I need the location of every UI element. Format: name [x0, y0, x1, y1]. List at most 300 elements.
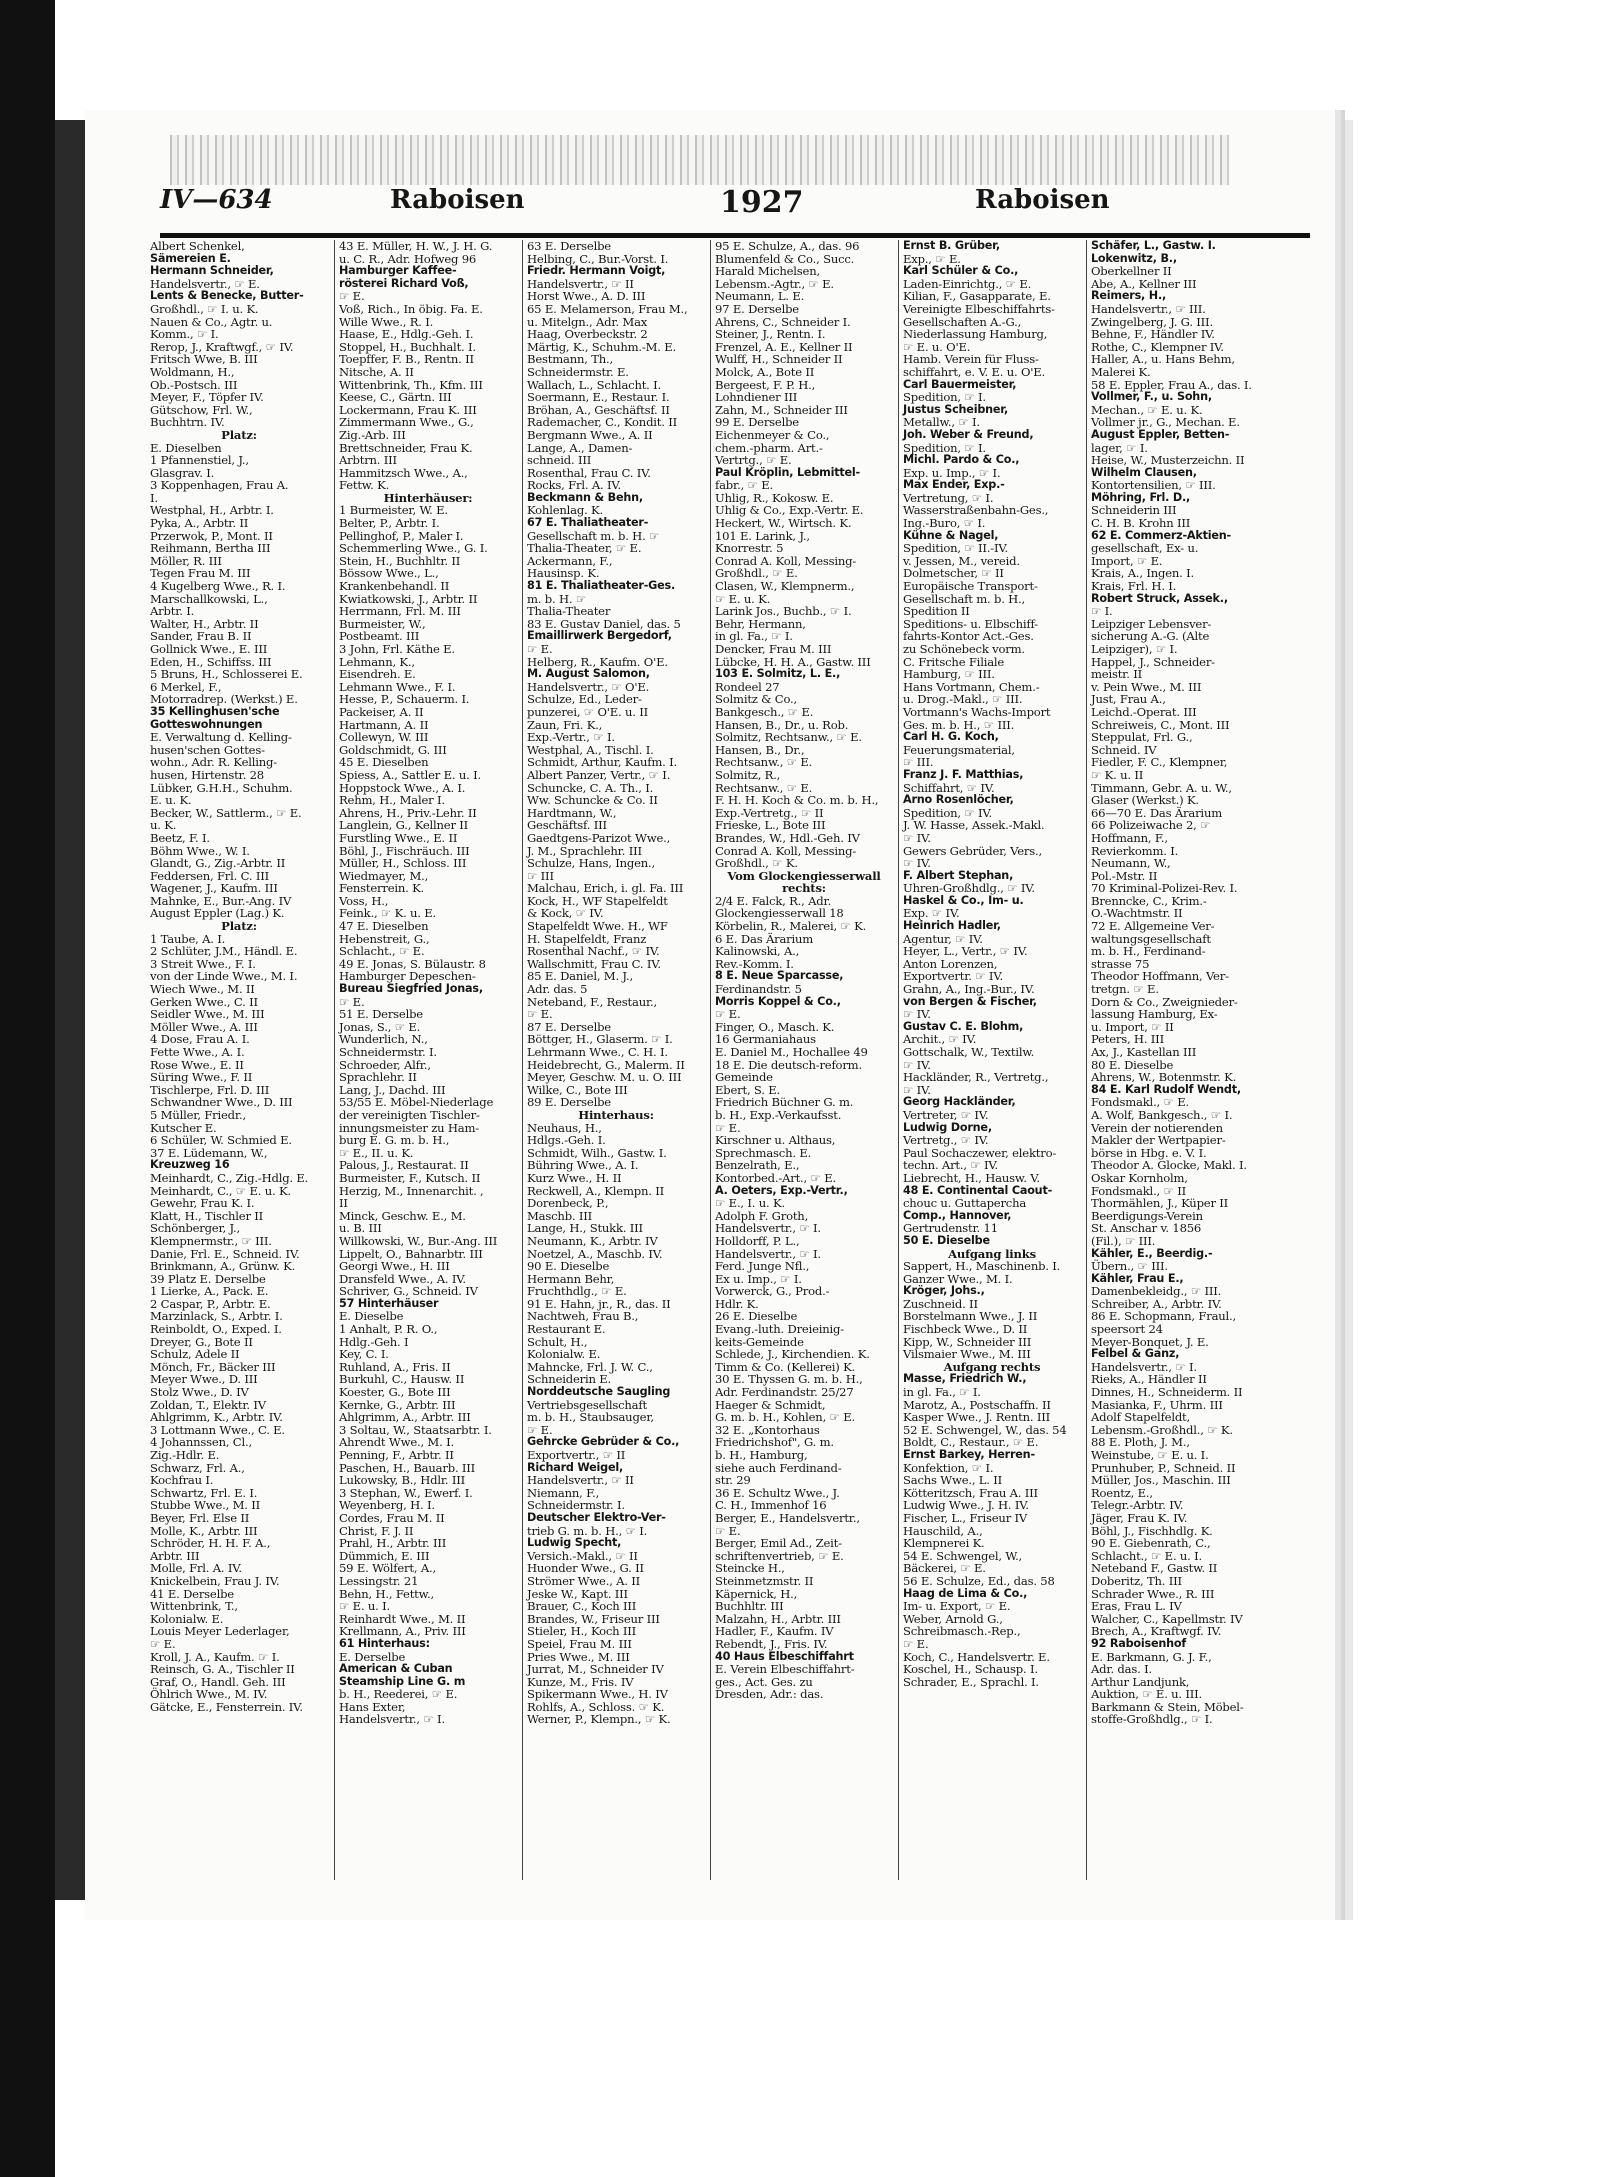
directory-entry: Steiner, J., Rentn. I. — [715, 327, 826, 342]
directory-entry: Belter, P., Arbtr. I. — [339, 516, 440, 531]
directory-entry: 99 E. Derselbe — [715, 415, 799, 430]
directory-entry: Käpernick, H., — [715, 1586, 798, 1601]
directory-entry: Bergmann Wwe., A. II — [527, 427, 653, 442]
directory-entry: Ahlgrimm, K., Arbtr. IV. — [150, 1410, 283, 1425]
directory-entry: 103 E. Solmitz, L. E., — [715, 667, 841, 681]
directory-entry: Beerdigungs-Verein — [1091, 1208, 1203, 1223]
directory-entry: 52 E. Schwengel, W., das. 54 — [903, 1422, 1067, 1437]
section-heading: Vom Glockengiesserwall — [727, 868, 881, 883]
directory-entry: ☞ E. — [527, 642, 553, 656]
directory-entry: Peters, H. III — [1091, 1032, 1164, 1047]
directory-entry: b. H., Exp.-Verkaufsst. — [715, 1107, 842, 1122]
directory-entry: Schröder, H. H. F. A., — [150, 1536, 271, 1551]
directory-entry: ges., Act. Ges. zu — [715, 1674, 813, 1689]
directory-entry: Kalinowski, A., — [715, 944, 800, 959]
directory-entry: Gemeinde — [715, 1070, 773, 1085]
directory-entry: techn. Art., ☞ IV. — [903, 1158, 999, 1173]
directory-entry: Stieler, H., Koch III — [527, 1624, 637, 1639]
directory-entry: Mahnke, E., Bur.-Ang. IV — [150, 893, 292, 908]
directory-entry: Dransfeld Wwe., A. IV. — [339, 1271, 466, 1286]
directory-entry: 81 E. Thaliatheater-Ges. — [527, 579, 676, 593]
directory-entry: Meyer, Geschw. M. u. O. III — [527, 1070, 682, 1085]
directory-entry: ☞ E., II. u. K. — [339, 1145, 414, 1160]
directory-entry: 87 E. Derselbe — [527, 1019, 611, 1034]
directory-entry: Kreuzweg 16 — [150, 1158, 230, 1172]
directory-entry: 2/4 E. Falck, R., Adr. — [715, 893, 832, 908]
directory-entry: Klempnerei K. — [903, 1536, 985, 1551]
directory-entry: Zig.-Hdlr. E. — [150, 1448, 220, 1462]
directory-entry: Friedrichshof", G. m. — [715, 1435, 834, 1450]
directory-entry: von Bergen & Fischer, — [903, 994, 1037, 1008]
directory-entry: Verein der notierenden — [1091, 1120, 1223, 1135]
directory-entry: Schreiber, A., Arbtr. IV. — [1091, 1296, 1222, 1311]
directory-entry: Spedition, ☞ I. — [903, 440, 986, 455]
directory-entry: Mechan., ☞ E. u. K. — [1091, 402, 1203, 417]
directory-entry: ☞ IV. — [903, 1007, 931, 1022]
directory-entry: Michl. Pardo & Co., — [903, 453, 1020, 467]
directory-entry: Spikermann Wwe., H. IV — [527, 1687, 668, 1702]
directory-entry: Pol.-Mstr. II — [1091, 868, 1158, 883]
directory-entry: Schwarz, Frl. A., — [150, 1460, 245, 1475]
directory-entry: Neuhaus, H., — [527, 1120, 602, 1135]
directory-entry: Feddersen, Frl. C. III — [150, 868, 269, 883]
directory-entry: Grahn, A., Ing.-Bur., IV. — [903, 982, 1035, 997]
directory-entry: m. b. H., Ferdinand- — [1091, 944, 1206, 959]
directory-entry: Wille Wwe., R. I. — [339, 314, 434, 329]
directory-entry: Arbtr. III — [150, 1548, 200, 1563]
directory-entry: Märtig, K., Schuhm.-M. E. — [527, 339, 677, 354]
directory-entry: Solmitz, R., — [715, 767, 781, 782]
directory-entry: 72 E. Allgemeine Ver- — [1091, 919, 1215, 934]
directory-entry: Laden-Einrichtg., ☞ E. — [903, 276, 1032, 291]
directory-entry: 61 Hinterhaus: — [339, 1636, 430, 1650]
directory-entry: Dencker, Frau M. III — [715, 642, 832, 656]
directory-entry: börse in Hbg. e. V. I. — [1091, 1145, 1207, 1160]
directory-entry: Oskar Kornholm, — [1091, 1170, 1188, 1185]
directory-entry: Kirschner u. Althaus, — [715, 1133, 836, 1148]
directory-entry: Conrad A. Koll, Messing- — [715, 553, 857, 568]
directory-entry: Hdlr. K. — [715, 1296, 759, 1311]
directory-entry: Wasserstraßenbahn-Ges., — [903, 503, 1049, 518]
directory-column — [898, 240, 1081, 1880]
directory-entry: 6 E. Das Ärarium — [715, 931, 814, 946]
directory-entry: 90 E. Giebenrath, C., — [1091, 1536, 1211, 1551]
directory-entry: 6 Merkel, F., — [150, 679, 222, 694]
directory-entry: A. Wolf, Bankgesch., ☞ I. — [1091, 1107, 1233, 1122]
directory-entry: 5 Bruns, H., Schlosserei E. — [150, 667, 303, 682]
directory-entry: 90 E. Dieselbe — [527, 1259, 610, 1274]
directory-entry: 18 E. Die deutsch-reform. — [715, 1057, 862, 1072]
directory-entry: Geschäftsf. III — [527, 818, 607, 833]
directory-entry: Arbtrn. III — [339, 453, 397, 468]
directory-entry: Kötteritzsch, Frau A. III — [903, 1485, 1038, 1500]
directory-entry: Gertrudenstr. 11 — [903, 1221, 998, 1236]
directory-entry: Frieske, L., Bote III — [715, 818, 826, 833]
directory-entry: Heise, W., Musterzeichn. II — [1091, 453, 1245, 468]
directory-entry: Marotz, A., Postschaffn. II — [903, 1397, 1051, 1412]
directory-entry: Reckwell, A., Klempn. II — [527, 1183, 664, 1198]
scan-noise-band — [170, 135, 1230, 185]
directory-entry: Rieks, A., Händler II — [1091, 1372, 1207, 1387]
directory-entry: Gehrcke Gebrüder & Co., — [527, 1435, 680, 1449]
directory-entry: chem.-pharm. Art.- — [715, 440, 823, 455]
directory-entry: A. Oeters, Exp.-Vertr., — [715, 1183, 848, 1197]
directory-entry: ☞ E. u. O'E. — [903, 339, 971, 354]
directory-entry: Buchhtrn. IV. — [150, 415, 225, 430]
directory-entry: Dinnes, H., Schneiderm. II — [1091, 1385, 1243, 1400]
directory-entry: Borstelmann Wwe., J. II — [903, 1309, 1038, 1324]
directory-entry: Kasper Wwe., J. Rentn. III — [903, 1410, 1051, 1425]
directory-entry: Adr. das. I. — [1091, 1662, 1152, 1677]
directory-entry: Mahncke, Frl. J. W. C., — [527, 1359, 653, 1374]
directory-entry: Glandt, G., Zig.-Arbtr. II — [150, 856, 286, 871]
directory-entry: Tegen Frau M. III — [150, 566, 251, 581]
directory-entry: Timmann, Gebr. A. u. W., — [1091, 780, 1232, 795]
directory-entry: Zahn, M., Schneider III — [715, 402, 848, 417]
directory-entry: Schneidermstr. E. — [527, 364, 629, 379]
directory-entry: Handelsvertr., ☞ I. — [715, 1246, 821, 1261]
directory-entry: Emaillirwerk Bergedorf, — [527, 629, 672, 643]
directory-entry: Böhm Wwe., W. I. — [150, 843, 250, 858]
directory-entry: Koester, G., Bote III — [339, 1385, 451, 1400]
directory-entry: Vertriebsgesellschaft — [527, 1397, 647, 1412]
directory-entry: Lokenwitz, B., — [1091, 251, 1177, 265]
directory-entry: 56 E. Schulze, Ed., das. 58 — [903, 1573, 1055, 1588]
directory-entry: Hamb. Verein für Fluss- — [903, 352, 1039, 367]
directory-entry: Ahrens, H., Priv.-Lehr. II — [339, 805, 477, 820]
directory-entry: schriftenvertrieb, ☞ E. — [715, 1548, 844, 1563]
directory-entry: Lessingstr. 21 — [339, 1573, 419, 1588]
directory-entry: Burmeister, W., — [339, 616, 426, 631]
directory-entry: ☞ E. — [715, 1120, 741, 1135]
directory-entry: 57 Hinterhäuser — [339, 1296, 439, 1310]
directory-entry: Beckmann & Behn, — [527, 490, 643, 504]
directory-entry: Beetz, F. I. — [150, 830, 210, 845]
directory-entry: stoffe-Großhdlg., ☞ I. — [1091, 1712, 1213, 1727]
directory-entry: Herrmann, Frl. M. III — [339, 604, 461, 619]
directory-entry: Meyer Wwe., D. III — [150, 1372, 258, 1387]
directory-entry: Vilsmaier Wwe., M. III — [903, 1347, 1031, 1362]
directory-entry: Ferdinandstr. 5 — [715, 982, 802, 997]
street-title-left: Raboisen — [390, 185, 525, 215]
directory-entry: 3 Lottmann Wwe., C. E. — [150, 1422, 285, 1437]
directory-entry: Hebenstreit, G., — [339, 931, 430, 946]
directory-entry: Bureau Siegfried Jonas, — [339, 982, 483, 996]
directory-entry: chouc u. Guttapercha — [903, 1196, 1027, 1211]
directory-entry: 3 Stephan, W., Ewerf. I. — [339, 1485, 473, 1500]
directory-entry: 80 E. Dieselbe — [1091, 1057, 1174, 1072]
directory-entry: Im- u. Export, ☞ E. — [903, 1599, 1011, 1614]
directory-entry: Großhdl., ☞ K. — [715, 856, 798, 871]
directory-entry: Fruchthdlg., ☞ E. — [527, 1284, 627, 1299]
directory-entry: Rothe, C., Klempner IV. — [1091, 339, 1224, 354]
directory-entry: Speiel, Frau M. III — [527, 1636, 632, 1651]
directory-entry: Fette Wwe., A. I. — [150, 1045, 245, 1059]
directory-entry: ☞ IV. — [903, 830, 931, 845]
directory-entry: fabr., ☞ E. — [715, 478, 773, 493]
directory-entry: rösterei Richard Voß, — [339, 276, 469, 290]
directory-entry: 84 E. Karl Rudolf Wendt, — [1091, 1082, 1241, 1096]
directory-entry: Fensterrein. K. — [339, 881, 425, 896]
directory-entry: Molck, A., Bote II — [715, 364, 815, 379]
directory-entry: Kühne & Nagel, — [903, 528, 999, 542]
directory-entry: Lebensm.-Großhdl., ☞ K. — [1091, 1422, 1233, 1437]
directory-entry: Gesellschaft m. b. H., — [903, 591, 1026, 606]
directory-entry: Heyer, L., Vertr., ☞ IV. — [903, 944, 1028, 959]
directory-entry: Neteband F., Gastw. II — [1091, 1561, 1218, 1576]
directory-entry: Krankenbehandl. II — [339, 579, 450, 594]
directory-entry: Wallach, L., Schlacht. I. — [527, 377, 662, 392]
directory-entry: Wulff, H., Schneider II — [715, 352, 843, 367]
directory-entry: Prunhuber, P., Schneid. II — [1091, 1460, 1236, 1475]
directory-entry: Tischlerpe, Frl. D. III — [150, 1082, 270, 1097]
directory-entry: Hans Vortmann, Chem.- — [903, 679, 1040, 694]
directory-entry: strasse 75 — [1091, 956, 1150, 971]
directory-entry: Graf, O., Handl. Geh. III — [150, 1674, 286, 1689]
directory-entry: Haag de Lima & Co., — [903, 1586, 1028, 1600]
directory-entry: F. Albert Stephan, — [903, 868, 1014, 882]
directory-entry: Hoppstock Wwe., A. I. — [339, 780, 466, 795]
directory-entry: Hdlg.-Geh. I — [339, 1334, 409, 1349]
directory-entry: Rev.-Komm. I. — [715, 956, 794, 971]
directory-entry: Eras, Frau L. IV — [1091, 1599, 1182, 1614]
directory-entry: Bäckerei, ☞ E. — [903, 1561, 986, 1576]
directory-entry: Haeger & Schmidt, — [715, 1397, 826, 1412]
directory-entry: Penning, F., Arbtr. II — [339, 1448, 454, 1462]
directory-entry: 1 Lierke, A., Pack. E. — [150, 1284, 269, 1299]
directory-entry: Herzig, M., Innenarchit. , — [339, 1183, 484, 1198]
directory-entry: 5 Müller, Friedr., — [150, 1107, 246, 1122]
directory-entry: 26 E. Dieselbe — [715, 1309, 798, 1324]
directory-entry: 89 E. Derselbe — [527, 1095, 611, 1110]
directory-entry: u. Import, ☞ II — [1091, 1019, 1174, 1034]
directory-entry: Ludwig Dorne, — [903, 1120, 992, 1134]
directory-entry: Dümmich, E. III — [339, 1548, 430, 1563]
page-number: IV—634 — [160, 185, 273, 215]
directory-entry: Furstling Wwe., E. II — [339, 830, 458, 845]
directory-entry: E. Dieselben — [150, 440, 222, 455]
directory-entry: Möhring, Frl. D., — [1091, 490, 1191, 504]
directory-entry: Böttger, H., Glaserm. ☞ I. — [527, 1032, 673, 1047]
directory-entry: Sprechmasch. E. — [715, 1145, 812, 1160]
directory-entry: Fischer, L., Friseur IV — [903, 1510, 1028, 1525]
directory-entry: Kunze, M., Fris. IV — [527, 1674, 634, 1689]
directory-entry: Paschen, H., Bauarb. III — [339, 1460, 476, 1475]
directory-entry: Arbtr. I. — [150, 604, 195, 619]
directory-entry: Agentur, ☞ IV. — [903, 931, 983, 946]
section-heading: Aufgang rechts — [943, 1359, 1041, 1374]
directory-entry: ☞ E. — [150, 1636, 176, 1651]
directory-entry: u. Mitelgn., Adr. Max — [527, 314, 648, 329]
directory-entry: II — [339, 1196, 348, 1211]
directory-entry: 3 Soltau, W., Staatsarbtr. I. — [339, 1422, 492, 1437]
directory-entry: Übern., ☞ III. — [1091, 1259, 1168, 1274]
directory-entry: Justus Scheibner, — [903, 402, 1009, 416]
directory-entry: 88 E. Ploth, J. M., — [1091, 1435, 1190, 1450]
directory-entry: lager, ☞ I. — [1091, 440, 1148, 455]
directory-entry: Wilke, C., Bote III — [527, 1082, 628, 1097]
directory-entry: Archit., ☞ IV. — [903, 1032, 977, 1047]
directory-entry: ☞ E. — [527, 1007, 553, 1022]
directory-entry: Stein, H., Buchhltr. II — [339, 553, 461, 568]
directory-entry: Fettw. K. — [339, 478, 390, 493]
directory-entry: Morris Koppel & Co., — [715, 994, 841, 1008]
directory-entry: 1 Burmeister, W. E. — [339, 503, 448, 518]
directory-entry: Uhlig, R., Kokosw. E. — [715, 490, 834, 505]
directory-entry: Hartmann, A. II — [339, 717, 429, 732]
directory-entry: Thalia-Theater, ☞ E. — [527, 541, 642, 556]
directory-entry: 1 Taube, A. I. — [150, 931, 226, 946]
directory-entry: Gollnick Wwe., E. III — [150, 642, 268, 656]
directory-entry: Huonder Wwe., G. II — [527, 1561, 644, 1576]
directory-entry: Vorwerck, G., Prod.- — [715, 1284, 830, 1299]
directory-entry: Zimmermann Wwe., G., — [339, 415, 474, 430]
directory-entry: Danie, Frl. E., Schneid. IV. — [150, 1246, 300, 1261]
section-heading: Aufgang links — [948, 1246, 1036, 1261]
directory-entry: Schäfer, L., Gastw. I. — [1091, 240, 1216, 252]
directory-entry: der vereinigten Tischler- — [339, 1107, 480, 1122]
directory-entry: Hermann Schneider, — [150, 264, 274, 278]
directory-entry: 36 E. Schultz Wwe., J. — [715, 1485, 840, 1500]
directory-entry: Fondsmakl., ☞ E. — [1091, 1095, 1189, 1110]
directory-entry: Glaser (Werkst.) K. — [1091, 793, 1199, 808]
directory-entry: Gottschalk, W., Textilw. — [903, 1045, 1035, 1059]
directory-entry: ☞ IV. — [903, 856, 931, 871]
directory-entry: Kähler, E., Beerdig.- — [1091, 1246, 1213, 1260]
directory-entry: Eisendreh. E. — [339, 667, 416, 682]
directory-entry: Ludwig Wwe., J. H. IV. — [903, 1498, 1029, 1513]
directory-entry: Hauschild, A., — [903, 1523, 983, 1538]
directory-entry: Wittenbrink, Th., Kfm. III — [339, 377, 483, 392]
directory-entry: Reinsch, G. A., Tischler II — [150, 1662, 295, 1677]
directory-entry: Stapelfeldt Wwe. H., WF — [527, 919, 668, 934]
directory-entry: Stubbe Wwe., M. II — [150, 1498, 261, 1513]
directory-entry: Haskel & Co., Im- u. — [903, 893, 1024, 907]
directory-entry: Pyka, A., Arbtr. II — [150, 516, 249, 531]
directory-entry: C. H. B. Krohn III — [1091, 516, 1191, 531]
directory-entry: Handelsvertr., ☞ I. — [1091, 1359, 1197, 1374]
directory-entry: Klatt, H., Tischler II — [150, 1208, 264, 1223]
directory-entry: Niederlassung Hamburg, — [903, 327, 1048, 342]
directory-entry: Knickelbein, Frau J. IV. — [150, 1573, 280, 1588]
directory-entry: Ww. Schuncke & Co. II — [527, 793, 658, 808]
directory-entry: Kochfrau I. — [150, 1473, 214, 1488]
directory-entry: Hammitzsch Wwe., A., — [339, 465, 468, 480]
directory-entry: Bergeest, F. P. H., — [715, 377, 816, 392]
directory-entry: u. B. III — [339, 1221, 382, 1236]
directory-entry: Exp.-Vertr., ☞ I. — [527, 730, 615, 745]
directory-entry: 37 E. Lüdemann, W., — [150, 1145, 268, 1160]
directory-entry: Koschel, H., Schausp. I. — [903, 1662, 1038, 1677]
directory-entry: Wiech Wwe., M. II — [150, 982, 255, 997]
directory-column — [1086, 240, 1273, 1880]
directory-entry: meistr. II — [1091, 667, 1142, 682]
directory-entry: Kock, H., WF Stapelfeldt — [527, 893, 668, 908]
directory-entry: Müller, Jos., Maschin. III — [1091, 1473, 1231, 1488]
directory-entry: Malerei K. — [1091, 364, 1151, 379]
directory-entry: Strömer Wwe., A. II — [527, 1573, 641, 1588]
directory-entry: Steppulat, Frl. G., — [1091, 730, 1193, 745]
directory-entry: Hadler, F., Kaufm. IV — [715, 1624, 834, 1639]
directory-entry: Bühring Wwe., A. I. — [527, 1158, 639, 1173]
directory-entry: Hesse, P., Schauerm. I. — [339, 692, 470, 707]
directory-entry: E. Verein Elbeschiffahrt- — [715, 1662, 855, 1677]
directory-entry: Blumenfeld & Co., Succ. — [715, 251, 855, 266]
directory-entry: Schneid. IV — [1091, 742, 1157, 757]
directory-entry: waltungsgesellschaft — [1091, 931, 1211, 946]
directory-entry: Lang, J., Dachd. III — [339, 1082, 446, 1097]
directory-entry: 65 E. Melamerson, Frau M., — [527, 301, 688, 316]
directory-entry: Schulze, Hans, Ingen., — [527, 856, 655, 871]
directory-entry: Schönberger, J., — [150, 1221, 241, 1236]
directory-entry: ☞ I. — [1091, 604, 1113, 619]
directory-entry: Wittenbrink, T., — [150, 1599, 238, 1614]
directory-entry: Adr. Ferdinandstr. 25/27 — [715, 1385, 854, 1400]
directory-entry: Rose Wwe., E. II — [150, 1057, 244, 1072]
directory-entry: 58 E. Eppler, Frau A., das. I. — [1091, 377, 1252, 392]
directory-entry: ☞ III. — [903, 755, 934, 770]
directory-entry: Speditions- u. Elbschiff- — [903, 616, 1038, 631]
directory-entry: Gustav C. E. Blohm, — [903, 1019, 1024, 1033]
directory-entry: Sprachlehr. II — [339, 1070, 417, 1085]
directory-entry: Noetzel, A., Maschb. IV. — [527, 1246, 663, 1261]
directory-entry: Friedrich Büchner G. m. — [715, 1095, 854, 1110]
directory-entry: Haller, A., u. Hans Behm, — [1091, 352, 1235, 367]
directory-entry: Postbeamt. III — [339, 629, 420, 644]
directory-entry: Reinhardt Wwe., M. II — [339, 1611, 466, 1626]
directory-entry: Ernst B. Grüber, — [903, 240, 1000, 252]
directory-column — [334, 240, 517, 1880]
scan-background-left — [0, 0, 55, 2177]
directory-entry: Packeiser, A. II — [339, 704, 424, 719]
directory-entry: Sander, Frau B. II — [150, 629, 252, 644]
directory-entry: Soermann, E., Restaur. I. — [527, 390, 670, 405]
directory-entry: Lohndiener III — [715, 390, 798, 405]
directory-entry: Malzahn, H., Arbtr. III — [715, 1611, 841, 1626]
directory-entry: u. Drog.-Makl., ☞ III. — [903, 692, 1023, 707]
directory-entry: Carl H. G. Koch, — [903, 730, 999, 744]
directory-entry: Masse, Friedrich W., — [903, 1372, 1027, 1386]
directory-entry: Rechtsanw., ☞ E. — [715, 755, 813, 770]
directory-entry: Neumann, W., — [1091, 856, 1171, 871]
directory-entry: Adolf Stapelfeldt, — [1091, 1410, 1190, 1425]
directory-entry: J. W. Hasse, Assek.-Makl. — [903, 818, 1045, 833]
directory-entry: Haag, Overbeckstr. 2 — [527, 327, 648, 342]
directory-entry: Lehmann Wwe., F. I. — [339, 679, 456, 694]
directory-entry: Collewyn, W. III — [339, 730, 429, 745]
directory-entry: Exp., ☞ E. — [903, 251, 961, 266]
directory-entry: in gl. Fa., ☞ I. — [715, 629, 793, 644]
directory-entry: Öhlrich Wwe., M. IV. — [150, 1687, 268, 1702]
directory-entry: Kähler, Frau E., — [1091, 1271, 1184, 1285]
directory-entry: Neumann, L. E. — [715, 289, 805, 304]
book-spine-shadow — [55, 120, 85, 1900]
directory-entry: Großhdl., ☞ I. u. K. — [150, 301, 259, 316]
directory-entry: Lukowsky, B., Hdlr. III — [339, 1473, 466, 1488]
directory-entry: 51 E. Derselbe — [339, 1007, 423, 1022]
directory-entry: Uhren-Großhdlg., ☞ IV. — [903, 881, 1035, 896]
directory-entry: ☞ IV. — [903, 1057, 931, 1072]
directory-entry: Keese, C., Gärtn. III — [339, 390, 452, 405]
directory-entry: burg E. G. m. b. H., — [339, 1133, 450, 1148]
directory-entry: F. H. H. Koch & Co. m. b. H., — [715, 793, 879, 808]
directory-entry: Kontorbed.-Art., ☞ E. — [715, 1170, 836, 1185]
directory-entry: Schrader Wwe., R. III — [1091, 1586, 1215, 1601]
directory-entry: Meyer-Bonquet, J. E. — [1091, 1334, 1209, 1349]
directory-entry: Georgi Wwe., H. III — [339, 1259, 450, 1274]
directory-entry: Vertretg., ☞ IV. — [903, 1133, 989, 1148]
directory-entry: Schreibmasch.-Rep., — [903, 1624, 1021, 1639]
